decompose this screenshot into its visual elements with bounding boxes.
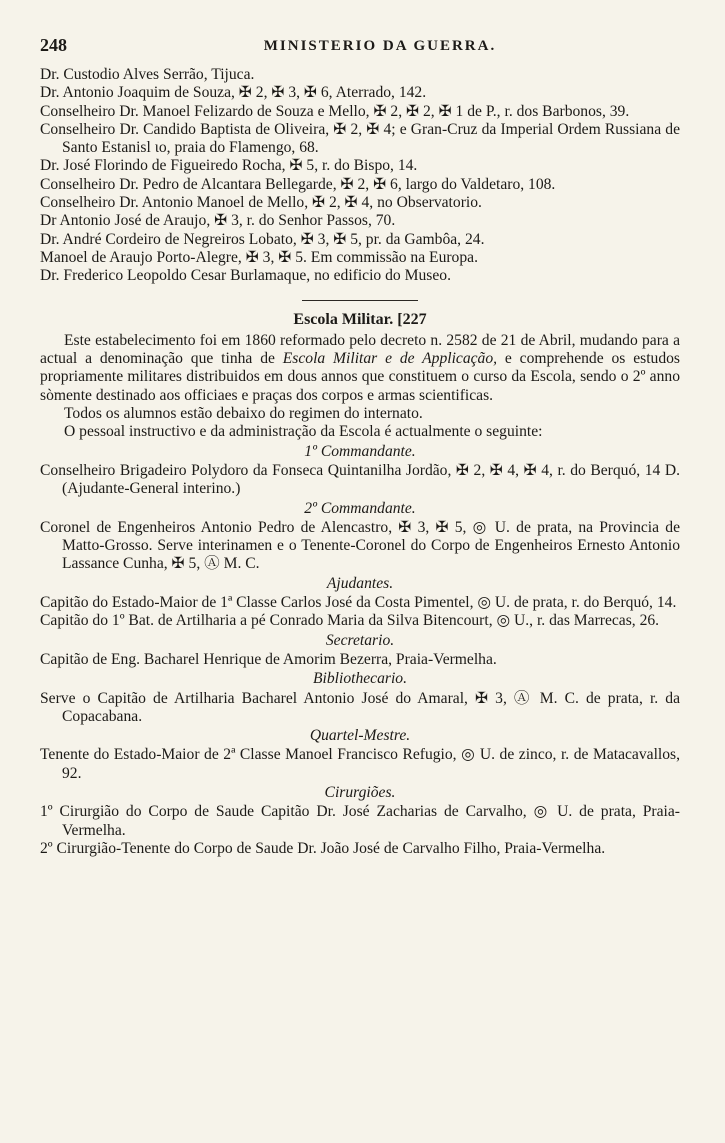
staff-entry: Conselheiro Brigadeiro Polydoro da Fonseca Quintanilha Jordão, ✠ 2, ✠ 4, ✠ 4, r. do Berquó, 14 D. (Ajudante-General interino.) [40,461,680,498]
staff-entry: Coronel de Engenheiros Antonio Pedro de Alencastro, ✠ 3, ✠ 5, ◎ U. de prata, na Provincia de Matto-Grosso. Serve interinamen e o Tenente-Coronel do Corpo de Engenheiros Ernesto Antonio Lassance Cunha, ✠ 5, Ⓐ M. C. [40,518,680,573]
intro-paragraph [40,332,680,405]
staff-heading: 1º Commandante. [304,442,416,460]
staff-heading: Cirurgiões. [324,783,396,801]
staff-entry: Tenente do Estado-Maior de 2ª Classe Manoel Francisco Refugio, ◎ U. de zinco, r. de Matacavallos, 92. [40,746,680,782]
list-item: Conselheiro Dr. Candido Baptista de Oliveira, ✠ 2, ✠ 4; e Gran-Cruz da Imperial Ordem Russiana de Santo Estanisl ιo, praia do Flamengo, 68. [40,120,680,157]
list-item: Dr Antonio José de Araujo, ✠ 3, r. do Senhor Passos, 70. [40,212,396,230]
section-divider [302,300,418,301]
list-item: Dr. Frederico Leopoldo Cesar Burlamaque, no edificio do Museo. [40,267,451,285]
list-item: Dr. Custodio Alves Serrão, Tijuca. [40,66,255,83]
staff-entry: Capitão do Estado-Maior de 1ª Classe Carlos José da Costa Pimentel, ◎ U. de prata, r. do Berquó, 14. [40,594,677,612]
staff-block [40,443,680,859]
section-title-text: Escola Militar. [293,310,394,328]
staff-heading: 2º Commandante. [304,499,416,517]
staff-heading: Secretario. [325,631,395,649]
list-item: Dr. Antonio Joaquim de Souza, ✠ 2, ✠ 3, ✠ 6, Aterrado, 142. [40,84,427,102]
intro-text-end: e comprehende os estudos propriamente militares distribuidos em dous annos que constituem o curso da Escola, sendo o 2º anno sòmente destinado aos officiaes e praças dos corpos e armas scientificas. [40,350,680,404]
running-head [40,36,680,62]
list-item: Conselheiro Dr. Manoel Felizardo de Souza e Mello, ✠ 2, ✠ 2, ✠ 1 de P., r. dos Barbonos, 39. [40,102,630,120]
staff-entry: Serve o Capitão de Artilharia Bacharel Antonio José do Amaral, ✠ 3, Ⓐ M. C. de prata, r. da Copacabana. [40,689,680,725]
staff-entry: Capitão do 1º Bat. de Artilharia a pé Conrado Maria da Silva Bitencourt, ◎ U., r. das Marrecas, 26. [40,612,660,630]
list-item: Dr. André Cordeiro de Negreiros Lobato, ✠ 3, ✠ 5, pr. da Gambôa, 24. [40,230,485,248]
running-title: MINISTERIO DA GUERRA. [263,38,497,54]
staff-heading: Quartel-Mestre. [309,727,411,745]
document-page [40,36,680,858]
list-item: Dr. José Florindo de Figueiredo Rocha, ✠ 5, r. do Bispo, 14. [40,157,418,175]
list-item: Conselheiro Dr. Pedro de Alcantara Bellegarde, ✠ 2, ✠ 6, largo do Valdetaro, 108. [40,175,556,193]
intro-text-start: Este estabelecimento foi em 1860 reformado pelo decreto n. 2582 de 21 de Abril, mudando para a actual a denominação que tinha de [40,331,680,368]
section-number: [227 [397,310,427,328]
museum-list [40,66,680,286]
intro-italic-name: Escola Militar e de Applicação, [282,350,498,368]
staff-heading: Bibliothecario. [313,670,407,688]
staff-entry: Capitão de Eng. Bacharel Henrique de Amorim Bezerra, Praia-Vermelha. [40,650,497,668]
list-item: Manoel de Araujo Porto-Alegre, ✠ 3, ✠ 5. Em commissão na Europa. [40,248,478,266]
staff-heading: Ajudantes. [326,574,394,592]
staff-entry: 1º Cirurgião do Corpo de Saude Capitão Dr. José Zacharias de Carvalho, ◎ U. de prata, Praia-Vermelha. [40,803,680,839]
page-number: 248 [40,35,67,55]
paragraph: O pessoal instructivo e da administração da Escola é actualmente o seguinte: [64,423,543,441]
staff-entry: 2º Cirurgião-Tenente do Corpo de Saude Dr. João José de Carvalho Filho, Praia-Vermelha. [40,839,606,857]
paragraph: Todos os alumnos estão debaixo do regimen do internato. [64,405,423,423]
list-item: Conselheiro Dr. Antonio Manoel de Mello, ✠ 2, ✠ 4, no Observatorio. [40,194,482,212]
section-title [40,311,680,329]
